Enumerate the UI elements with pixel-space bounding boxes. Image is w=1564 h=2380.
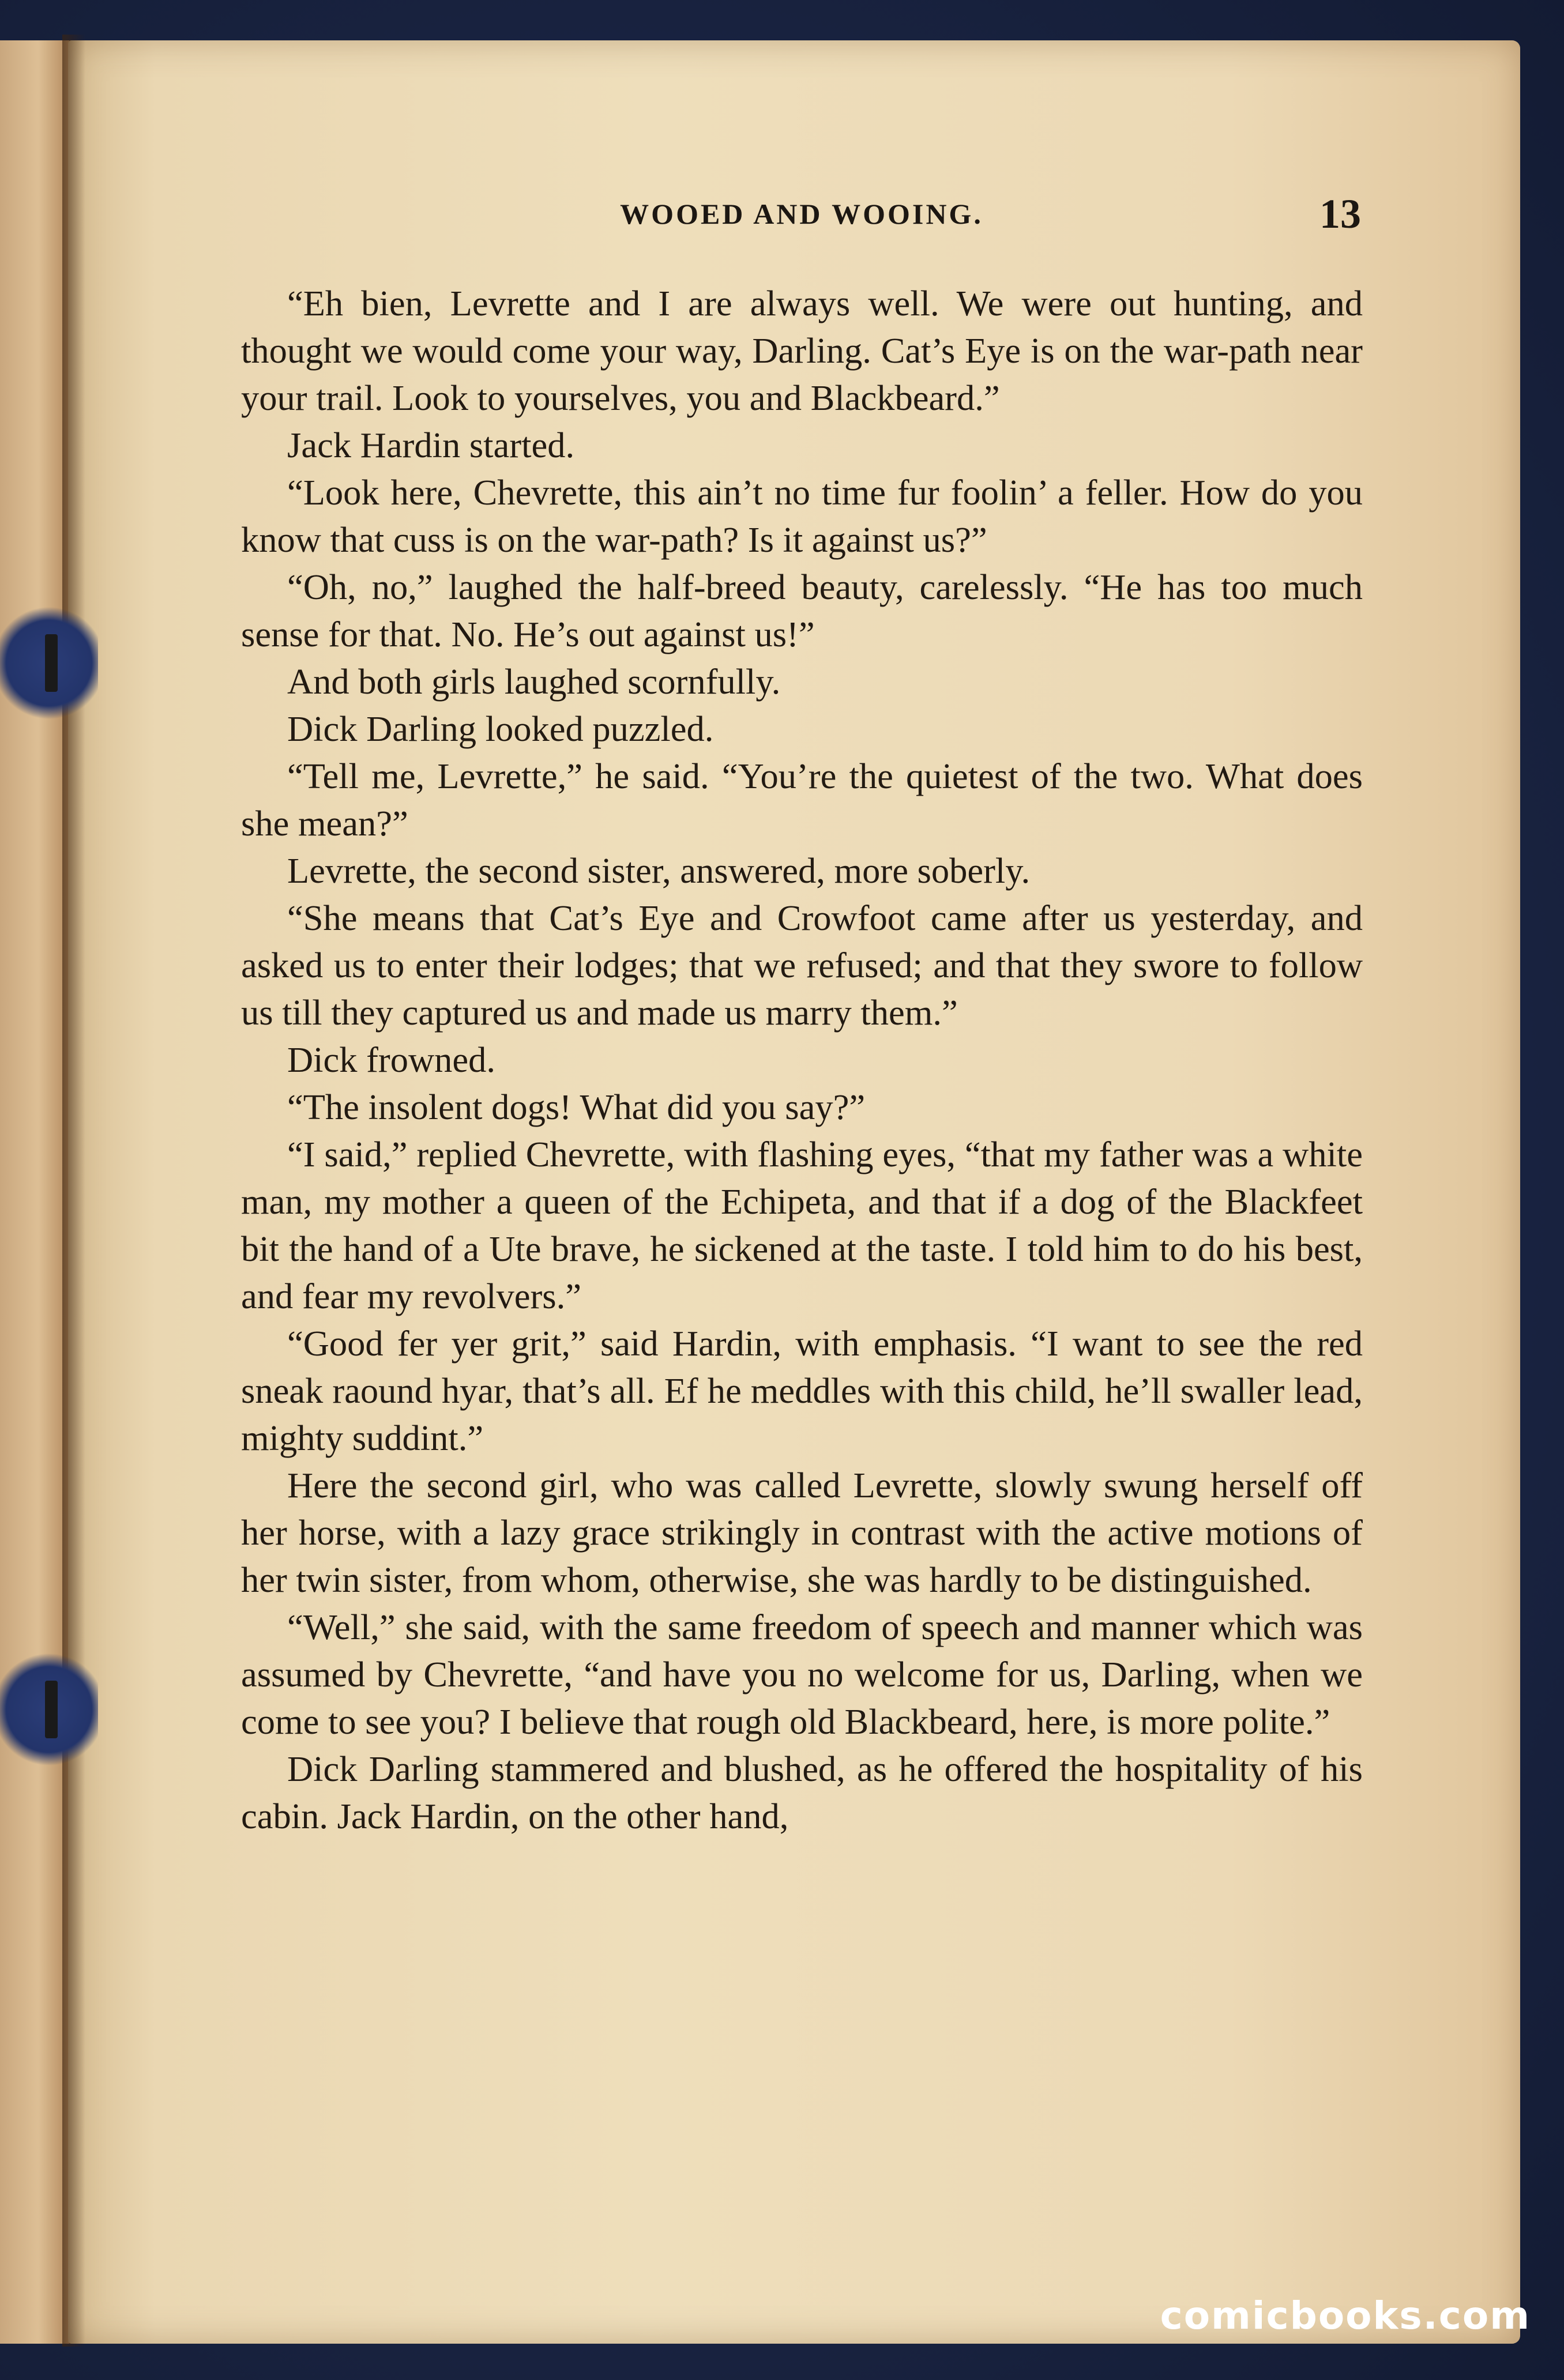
running-head: WOOED AND WOOING. xyxy=(620,198,983,230)
paragraph: Dick Darling looked puzzled. xyxy=(287,709,714,749)
paragraph: Jack Hardin started. xyxy=(287,425,575,465)
paragraph: “Well,” she said, with the same freedom of speech and manner which was assumed by Chevrette, “and have you no welcome for us, Darling, when we come to see you? I believe that rough old Blackbeard, here, is more polite.” xyxy=(241,1607,1363,1742)
paragraph: And both girls laughed scornfully. xyxy=(287,661,781,702)
paragraph: Here the second girl, who was called Levrette, slowly swung herself off her horse, with a lazy grace strikingly in contrast with the active motions of her twin sister, from whom, otherwise, she was hardly to be distinguished. xyxy=(241,1465,1363,1600)
page-number: 13 xyxy=(1319,191,1361,237)
paragraph: Dick frowned. xyxy=(287,1040,495,1080)
paragraph: “The insolent dogs! What did you say?” xyxy=(287,1087,866,1127)
page-header xyxy=(242,190,1361,254)
staple-icon xyxy=(0,602,98,724)
paragraph: “Eh bien, Levrette and I are always well. We were out hunting, and thought we would come your way, Darling. Cat’s Eye is on the war-path near your trail. Look to yourselves, you and Blackbeard.” xyxy=(241,283,1363,418)
paragraph: “She means that Cat’s Eye and Crowfoot came after us yesterday, and asked us to enter their lodges; that we refused; and that they swore to follow us till they captured us and made us marry them.” xyxy=(241,898,1363,1033)
paragraph: “Tell me, Levrette,” he said. “You’re the quietest of the two. What does she mean?” xyxy=(241,756,1363,843)
paragraph: “I said,” replied Chevrette, with flashing eyes, “that my father was a white man, my mother a queen of the Echipeta, and that if a dog of the Blackfeet bit the hand of a Ute brave, he sickened at the taste. I told him to do his best, and fear my revolvers.” xyxy=(241,1134,1363,1316)
paragraph: “Oh, no,” laughed the half-breed beauty, carelessly. “He has too much sense for that. No. He’s out against us!” xyxy=(241,567,1363,654)
paragraph: Dick Darling stammered and blushed, as he offered the hospitality of his cabin. Jack Hardin, on the other hand, xyxy=(241,1749,1363,1836)
staple-icon xyxy=(0,1649,98,1770)
paragraph: Levrette, the second sister, answered, more soberly. xyxy=(287,850,1031,891)
body-text xyxy=(241,280,1363,1840)
paragraph: “Good fer yer grit,” said Hardin, with emphasis. “I want to see the red sneak raound hyar, that’s all. Ef he meddles with this child, he’ll swaller lead, mighty suddint.” xyxy=(241,1323,1363,1458)
spine-shadow xyxy=(62,35,85,2347)
paragraph: “Look here, Chevrette, this ain’t no time fur foolin’ a feller. How do you know that cuss is on the war-path? Is it against us?” xyxy=(241,472,1363,560)
watermark: comicbooks.com xyxy=(1160,2294,1531,2338)
